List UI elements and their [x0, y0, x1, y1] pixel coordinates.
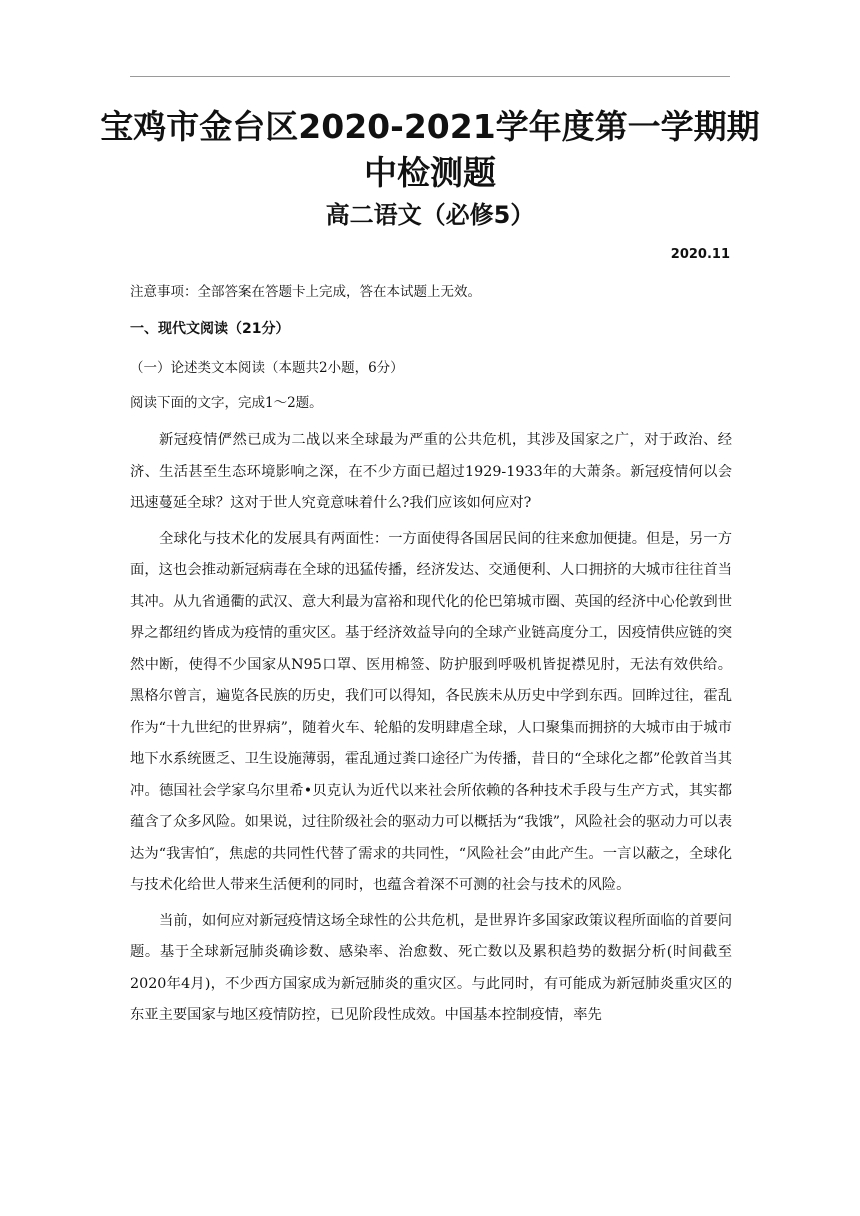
article-paragraph-3: 当前，如何应对新冠疫情这场全球性的公共危机，是世界许多国家政策议程所面临的首要问题。基于全球新冠肺炎确诊数、感染率、治愈数、死亡数以及累积趋势的数据分析(时间截至2020年4月)，不少西方国家成为新冠肺炎的重灾区。与此同时，有可能成为新冠肺炎重灾区的东亚主要国家与地区疫情防控，已见阶段性成效。中国基本控制疫情，率先: [130, 912, 732, 1023]
article-paragraph-1: 新冠疫情俨然已成为二战以来全球最为严重的公共危机，其涉及国家之广，对于政治、经济、生活甚至生态环境影响之深，在不少方面已超过1929-1933年的大萧条。新冠疫情何以会迅速蔓延全球？这对于世人究竟意味着什么?我们应该如何应对?: [130, 432, 732, 511]
title-line-2: 中检测题: [364, 153, 496, 192]
article-paragraph-2: 全球化与技术化的发展具有两面性：一方面使得各国居民间的往来愈加便捷。但是，另一方面，这也会推动新冠病毒在全球的迅猛传播，经济发达、交通便利、人口拥挤的大城市往往首当其冲。从九省通衢的武汉、意大利最为富裕和现代化的伦巴第城市圈、英国的经济中心伦敦到世界之都纽约皆成为疫情的重灾区。基于经济效益导向的全球产业链高度分工，因疫情供应链的突然中断，使得不少国家从N95口罩、医用棉签、防护服到呼吸机皆捉襟见肘，无法有效供给。黑格尔曾言，遍览各民族的历史，我们可以得知，各民族未从历史中学到东西。回眸过往，霍乱作为“十九世纪的世界病”，随着火车、轮船的发明肆虐全球，人口聚集而拥挤的大城市由于城市地下水系统匮乏、卫生设施薄弱，霍乱通过粪口途径广为传播，昔日的“全球化之都”伦敦首当其冲。德国社会学家乌尔里希•贝克认为近代以来社会所依赖的各种技术手段与生产方式，其实都蕴含了众多风险。如果说，过往阶级社会的驱动力可以概括为“我饿”，风险社会的驱动力可以表达为“我害怕″，焦虑的共同性代替了需求的共同性，“风险社会”由此产生。一言以蔽之，全球化与技术化给世人带来生活便利的同时，也蕴含着深不可测的社会与技术的风险。: [130, 530, 732, 893]
sub-section-heading: （一）论述类文本阅读（本题共2小题，6分）: [130, 360, 404, 376]
reading-instruction: 阅读下面的文字，完成1～2题。: [130, 395, 323, 411]
document-subtitle: 高二语文（必修5）: [325, 201, 535, 229]
section-heading: 一、现代文阅读（21分）: [130, 321, 290, 337]
header-rule: [130, 76, 730, 77]
title-line-1: 宝鸡市金台区2020-2021学年度第一学期期: [100, 107, 760, 146]
document-date: 2020.11: [670, 247, 730, 262]
article-body: [130, 425, 732, 1032]
notice-text: 注意事项：全部答案在答题卡上完成，答在本试题上无效。: [130, 284, 481, 300]
document-title: [100, 104, 760, 196]
